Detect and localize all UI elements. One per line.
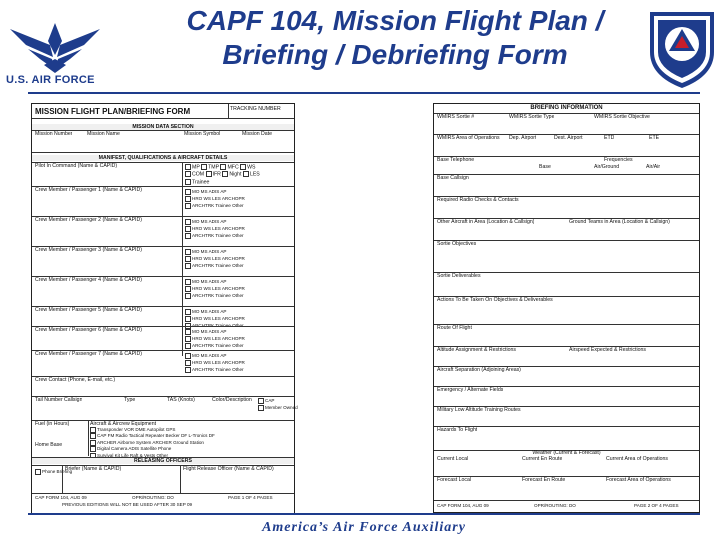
form-title: MISSION FLIGHT PLAN/BRIEFING FORM (35, 107, 191, 116)
freq-air-ground-field[interactable]: Air/Ground (594, 164, 620, 170)
actions-field[interactable]: Actions To Be Taken On Objectives & Deliverables (437, 297, 553, 303)
radio-checks-field[interactable]: Required Radio Checks & Contacts (437, 197, 519, 203)
current-area-field[interactable]: Current Area of Operations (606, 456, 668, 462)
wmirs-area-field[interactable]: WMIRS Area of Operations (437, 135, 500, 141)
altitude-field[interactable]: Altitude Assignment & Restrictions (437, 347, 516, 353)
dest-airport-field[interactable]: Dest. Airport (554, 135, 583, 141)
mission-flight-plan-form (31, 103, 298, 515)
crew-7-qualifications[interactable]: MO MS ADIS AP HRO WS LES ARCHOPR ARCHTRK Trainee Other (185, 352, 245, 373)
crew-member-6-field[interactable]: Crew Member / Passenger 6 (Name & CAPID) (35, 327, 142, 333)
military-routes-field[interactable]: Military Low Altitude Training Routes (437, 407, 521, 413)
cap-member-owned-options[interactable]: CAP Member Owned (258, 397, 298, 411)
freq-base-field[interactable]: Base (539, 164, 551, 170)
footer-divider (28, 513, 700, 515)
wmirs-sortie-type-field[interactable]: WMIRS Sortie Type (509, 114, 555, 120)
airspeed-field[interactable]: Airspeed Expected & Restrictions (569, 347, 646, 353)
crew-contact-field[interactable]: Crew Contact (Phone, E-mail, etc.) (35, 377, 116, 383)
sortie-deliverables-field[interactable]: Sortie Deliverables (437, 273, 481, 279)
crew-member-5-field[interactable]: Crew Member / Passenger 5 (Name & CAPID) (35, 307, 142, 313)
emergency-fields-field[interactable]: Emergency / Alternate Fields (437, 387, 504, 393)
page-title: CAPF 104, Mission Flight Plan / Briefing / Debriefing Form (186, 5, 604, 70)
etd-field[interactable]: ETD (604, 135, 615, 141)
page-number-left: PAGE 1 OF 4 PAGES (228, 495, 273, 500)
crew-2-qualifications[interactable]: MO MS ADIS AP HRO WS LES ARCHOPR ARCHTRK Trainee Other (185, 218, 245, 239)
crew-6-qualifications[interactable]: MO MS ADIS AP HRO WS LES ARCHOPR ARCHTRK Trainee Other (185, 328, 245, 349)
current-en-route-field[interactable]: Current En Route (522, 456, 563, 462)
freq-air-air-field[interactable]: Air/Air (646, 164, 661, 170)
tail-number-field[interactable]: Tail Number (35, 397, 63, 403)
current-local-field[interactable]: Current Local (437, 456, 469, 462)
base-callsign-field[interactable]: Base Callsign (437, 175, 469, 181)
header-divider (28, 92, 700, 94)
weather-label: Weather (Current & Forecast) (532, 450, 601, 456)
wmirs-sortie-objective-field[interactable]: WMIRS Sortie Objective (594, 114, 650, 120)
footer-tagline: America’s Air Force Auxiliary (262, 520, 466, 535)
ete-field[interactable]: ETE (649, 135, 660, 141)
crew-1-qualifications[interactable]: MO MS ADIS AP HRO WS LES ARCHOPR ARCHTRK Trainee Other (185, 188, 245, 209)
mission-data-section: MISSION DATA SECTION (32, 124, 294, 130)
mission-date-field[interactable]: Mission Date (242, 131, 272, 137)
mission-number-field[interactable]: Mission Number (35, 131, 73, 137)
callsign-field[interactable]: Callsign (64, 397, 83, 403)
type-field[interactable]: Type (124, 397, 136, 403)
manifest-section: MANIFEST, QUALIFICATIONS & AIRCRAFT DETAILS (32, 155, 294, 161)
form-id-left: CAP FORM 104, AUG 09 (35, 495, 87, 500)
mission-name-field[interactable]: Mission Name (87, 131, 120, 137)
separation-field[interactable]: Aircraft Separation (Adjoining Areas) (437, 367, 521, 373)
page-number-right: PAGE 2 OF 4 PAGES (634, 503, 679, 508)
forecast-en-route-field[interactable]: Forecast En Route (522, 477, 566, 483)
color-description-field[interactable]: Color/Description (212, 397, 252, 403)
mission-symbol-field[interactable]: Mission Symbol (184, 131, 221, 137)
crew-4-qualifications[interactable]: MO MS ADIS AP HRO WS LES ARCHOPR ARCHTRK Trainee Other (185, 278, 245, 299)
dep-airport-field[interactable]: Dep. Airport (509, 135, 537, 141)
form-id-right: CAP FORM 104, AUG 09 (437, 503, 489, 508)
tas-field[interactable]: TAS (Knots) (167, 397, 195, 403)
usaf-label: U.S. AIR FORCE (6, 74, 95, 86)
opr-left: OPR/ROUTING: DO (132, 495, 174, 500)
home-base-field[interactable]: Home Base (35, 442, 63, 448)
fuel-field[interactable]: Fuel (in Hours) (35, 421, 70, 427)
crew-member-3-field[interactable]: Crew Member / Passenger 3 (Name & CAPID) (35, 247, 142, 253)
pic-qualifications[interactable]: MP TMP MFC WS COM IFR Night LES Trainee (185, 164, 260, 186)
cap-seal-icon (642, 6, 722, 90)
crew-member-1-field[interactable]: Crew Member / Passenger 1 (Name & CAPID) (35, 187, 142, 193)
wmirs-sortie-number-field[interactable]: WMIRS Sortie # (437, 114, 475, 120)
frequencies-label: Frequencies (604, 157, 633, 163)
route-of-flight-field[interactable]: Route Of Flight (437, 325, 472, 331)
equipment-title: Aircraft & Aircrew Equipment (90, 421, 157, 427)
hazards-field[interactable]: Hazards To Flight (437, 427, 478, 433)
tracking-number-label: TRACKING NUMBER (230, 106, 281, 112)
briefer-field[interactable]: Briefer (Name & CAPID) (65, 466, 122, 472)
crew-member-7-field[interactable]: Crew Member / Passenger 7 (Name & CAPID) (35, 351, 142, 357)
base-telephone-field[interactable]: Base Telephone (437, 157, 475, 163)
flight-release-officer-field[interactable]: Flight Release Officer (Name & CAPID) (183, 466, 274, 472)
equipment-checklist[interactable]: Transponder VOR DME Autopilot GPS CAP FM Radio Tactical Repeater Becker DF L-Tronics DF ARCHER Airborne System ARCHER Ground Station Digital Camera ADIS Satellite Phone Survival Kit Life Raft & Vests Other (90, 427, 215, 459)
briefing-information-form (433, 103, 700, 513)
forecast-area-field[interactable]: Forecast Area of Operations (606, 477, 671, 483)
crew-3-qualifications[interactable]: MO MS ADIS AP HRO WS LES ARCHOPR ARCHTRK Trainee Other (185, 248, 245, 269)
briefing-information-title: BRIEFING INFORMATION (530, 105, 603, 111)
forecast-local-field[interactable]: Forecast Local (437, 477, 472, 483)
phone-briefing-checkbox[interactable]: Phone Briefing (35, 468, 72, 475)
previous-editions-note: PREVIOUS EDITIONS WILL NOT BE USED AFTER 30 SEP 09 (62, 502, 193, 507)
sortie-objectives-field[interactable]: Sortie Objectives (437, 241, 477, 247)
crew-5-qualifications[interactable]: MO MS ADIS AP HRO WS LES ARCHOPR ARCHTRK Trainee Other (185, 308, 245, 329)
opr-right: OPR/ROUTING: DO (534, 503, 576, 508)
other-aircraft-field[interactable]: Other Aircraft in Area (Location & Callsign) (437, 219, 535, 225)
ground-teams-field[interactable]: Ground Teams in Area (Location & Callsign) (569, 219, 670, 225)
pic-field[interactable]: Pilot In Command (Name & CAPID) (35, 163, 118, 169)
crew-member-4-field[interactable]: Crew Member / Passenger 4 (Name & CAPID) (35, 277, 142, 283)
crew-member-2-field[interactable]: Crew Member / Passenger 2 (Name & CAPID) (35, 217, 142, 223)
releasing-officers-section: RELEASING OFFICERS (32, 458, 294, 464)
